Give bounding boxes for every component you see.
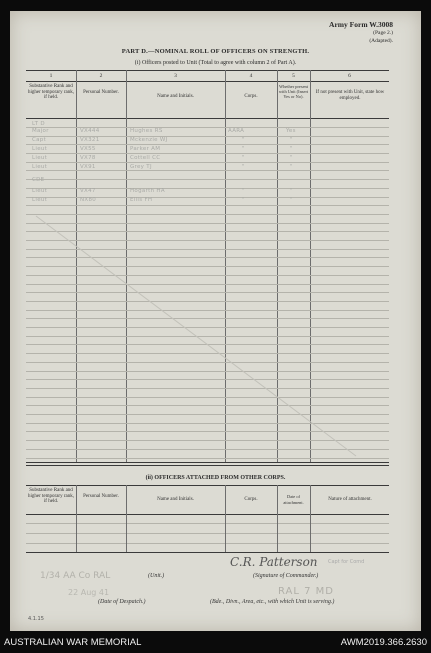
- form-number: Army Form W.3008 (Page 2.) (Adapted).: [329, 20, 393, 44]
- hw-number: VX47: [80, 188, 96, 194]
- hw-corps: ": [242, 146, 245, 152]
- hw-present: ": [290, 197, 293, 203]
- header2-name: Name and Initials.: [157, 497, 194, 502]
- col-divider: [225, 485, 226, 552]
- column-number: 1: [49, 73, 53, 79]
- ruled-row: [26, 153, 389, 154]
- hw-number: VX55: [80, 146, 96, 152]
- commander-signature: C.R. Patterson: [230, 555, 318, 569]
- hw-corps: ": [242, 155, 245, 161]
- hw-name: Hogarth HA: [130, 188, 165, 194]
- hw-name: Hughes RS: [130, 128, 163, 134]
- hw-corps: ": [242, 188, 245, 194]
- footer-source: AUSTRALIAN WAR MEMORIAL: [4, 637, 142, 648]
- hw-number: NX80: [80, 197, 97, 203]
- col-divider: [310, 485, 311, 552]
- table-top-rule: [26, 70, 389, 71]
- ruled-row: [26, 144, 389, 145]
- hw-number: VX78: [80, 155, 96, 161]
- col-divider: [126, 485, 127, 552]
- header-name: Name and Initials.: [157, 94, 194, 99]
- hw-rank: Capt: [32, 137, 47, 143]
- signature-label: (Signature of Commander.): [253, 573, 319, 579]
- section-1-title: (i) Officers posted to Unit (Total to agree with column 2 of Part A).: [134, 60, 297, 66]
- part-title: PART D.—NOMINAL ROLL OF OFFICERS ON STRENGTH.: [121, 48, 310, 55]
- ruled-row: [26, 179, 389, 180]
- hw-number: VX321: [80, 137, 100, 143]
- header-present: Whether present with Unit (Insert Yes or No).: [278, 84, 309, 99]
- date-value: 22 Aug 41: [68, 588, 110, 597]
- hw-rank: Lieut: [32, 188, 48, 194]
- hw-corps: ": [242, 197, 245, 203]
- hw-present: ": [290, 137, 293, 143]
- hw-name: Grey TJ: [130, 164, 152, 170]
- header2-personal-number: Personal Number.: [83, 494, 119, 499]
- header2-date: Date of attachment.: [283, 494, 304, 505]
- hw-present: ": [290, 164, 293, 170]
- hw-number: VX444: [80, 128, 100, 134]
- cancel-stroke: [26, 211, 389, 461]
- hw-rank: Major: [32, 128, 49, 134]
- column-number: 4: [249, 73, 253, 79]
- bde-value: RAL 7 MD: [278, 586, 335, 597]
- hw-rank: CDE: [32, 177, 45, 183]
- number-row-rule: [26, 81, 389, 82]
- ruled-row: [26, 523, 389, 524]
- ruled-row: [26, 533, 389, 534]
- header2-rank: Substantive Rank and higher temporary rank, if held.: [28, 488, 74, 505]
- header-rank: Substantive Rank and higher temporary rank, if held.: [28, 84, 74, 101]
- hw-present: ": [290, 155, 293, 161]
- date-label: (Date of Despatch.): [98, 599, 146, 605]
- column-number: 3: [174, 73, 177, 79]
- ruled-row: [26, 162, 389, 163]
- table-bottom-rule: [26, 462, 389, 463]
- hw-rank: Lieut: [32, 155, 48, 161]
- header2-corps: Corps.: [244, 497, 258, 502]
- ruled-row: [26, 543, 389, 544]
- hw-corps: ": [242, 137, 245, 143]
- hw-corps: AARA: [228, 128, 245, 134]
- unit-value: 1/34 AA Co RAL: [40, 571, 111, 581]
- hw-rank: Lieut: [32, 197, 48, 203]
- header-corps: Corps.: [244, 94, 258, 99]
- footer-reference: AWM2019.366.2630: [340, 637, 427, 648]
- hw-name: Cottell CC: [130, 155, 161, 161]
- header-rule: [26, 118, 389, 119]
- hw-corps: ": [242, 164, 245, 170]
- hw-present: ": [290, 146, 293, 152]
- table-2-top-rule: [26, 485, 389, 486]
- header2-nature: Nature of attachment.: [328, 497, 372, 502]
- ruled-row: [26, 170, 389, 171]
- hw-name: Ellis FH: [130, 197, 153, 203]
- hw-rank: LT D: [32, 121, 45, 127]
- col-divider: [76, 485, 77, 552]
- unit-label: (Unit.): [148, 573, 165, 579]
- hw-present: ": [290, 188, 293, 194]
- corner-mark: 4.1.15: [28, 616, 44, 622]
- section-2-title: (ii) OFFICERS ATTACHED FROM OTHER CORPS.: [145, 475, 286, 481]
- table-2-header-rule: [26, 514, 389, 515]
- table-2-bottom-rule: [26, 552, 389, 553]
- hw-name: Parker AM: [130, 146, 161, 152]
- column-number: 2: [99, 73, 103, 79]
- signature-suffix: Capt for Comd: [328, 559, 365, 565]
- form-page: [10, 11, 421, 631]
- header-employment: If not present with Unit, state how employed.: [315, 90, 385, 101]
- header-personal-number: Personal Number.: [83, 90, 119, 95]
- hw-rank: Lieut: [32, 164, 48, 170]
- hw-present: Yes: [286, 128, 296, 134]
- hw-rank: Lieut: [32, 146, 48, 152]
- ruled-row: [26, 205, 389, 206]
- column-number: 5: [292, 73, 295, 79]
- hw-number: VX91: [80, 164, 96, 170]
- section-2-top-rule: [26, 465, 389, 466]
- hw-name: Mckenzie WJ: [130, 137, 168, 143]
- bde-label: (Bde., Divn., Area, etc., with which Unit is serving.): [210, 599, 335, 605]
- column-number: 6: [348, 73, 351, 79]
